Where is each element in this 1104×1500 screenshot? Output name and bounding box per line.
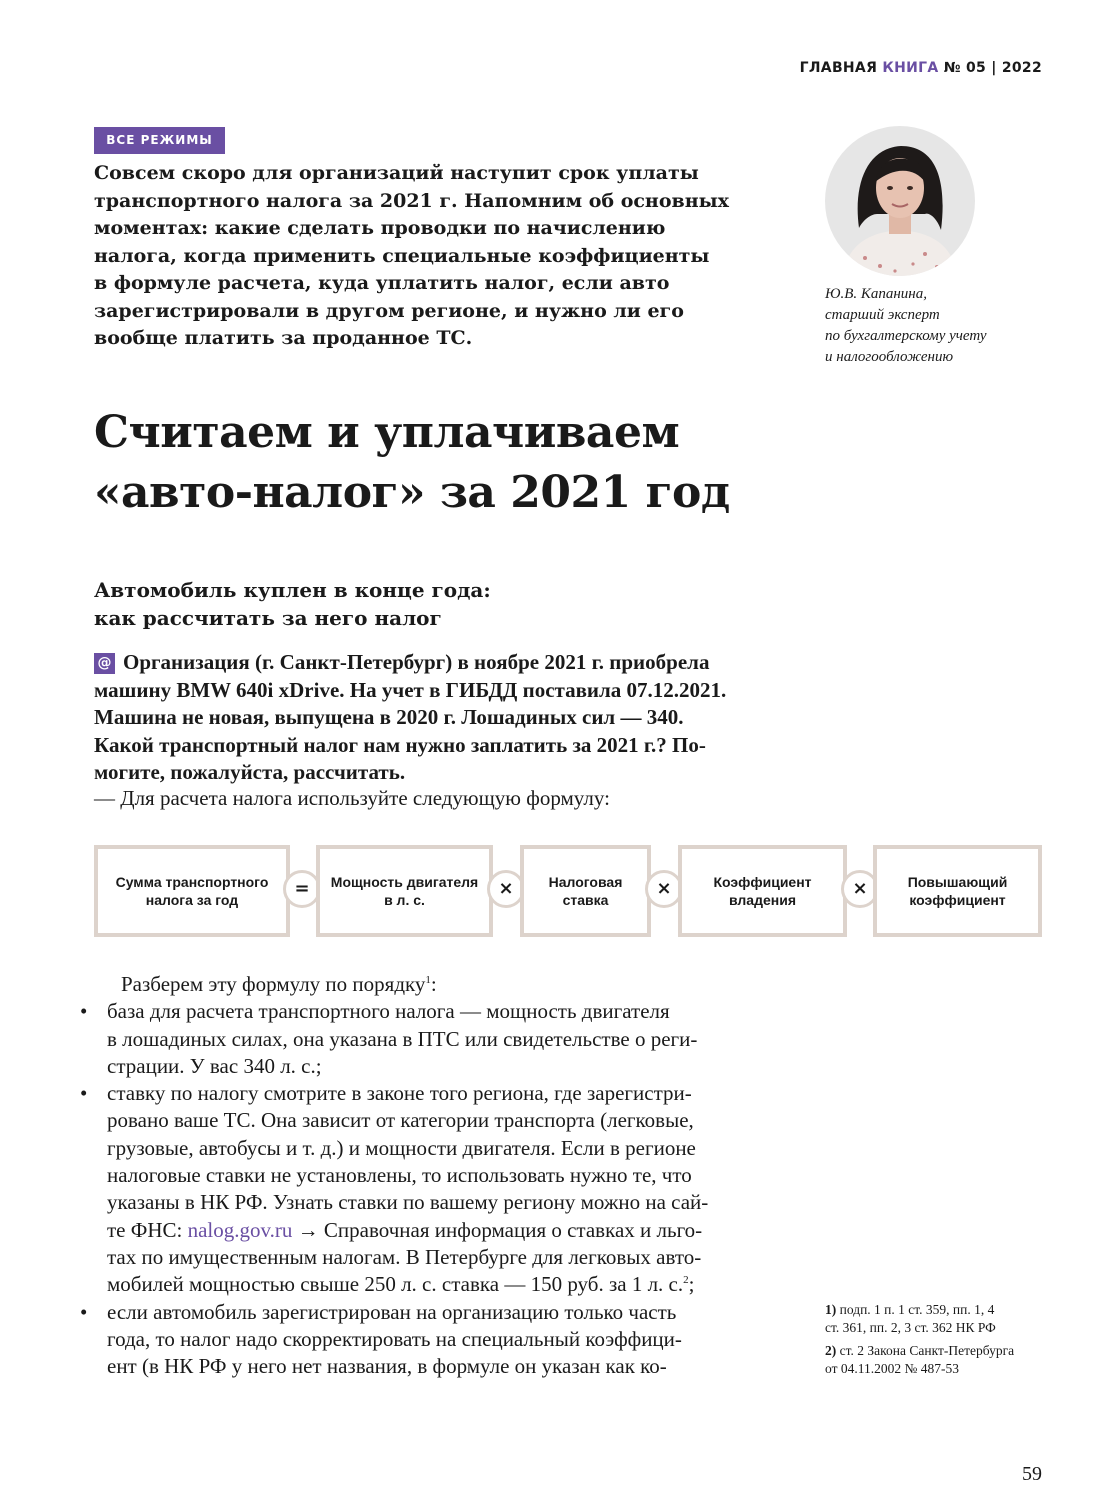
formula-box-line: коэффициент	[909, 892, 1006, 908]
issue-number: № 05 | 2022	[943, 60, 1042, 76]
question-line: Какой транспортный налог нам нужно заплатить за 2021 г.? По-	[94, 732, 706, 757]
body-line: указаны в НК РФ. Узнать ставки по вашему региону можно на сай-	[107, 1190, 709, 1215]
lead-line: в формуле расчета, куда уплатить налог, если авто	[94, 272, 670, 294]
author-photo	[825, 126, 975, 276]
author-caption	[825, 284, 1055, 368]
running-header	[800, 60, 1042, 76]
footnote-line	[825, 1301, 1055, 1319]
formula-box-line: Сумма транспортного	[115, 874, 269, 890]
body-line: страции. У вас 340 л. с.;	[107, 1053, 322, 1078]
formula-box-line: ставка	[562, 892, 609, 908]
body-text: → Справочная информация о ставках и льго-	[292, 1217, 703, 1242]
bullet-line: • база для расчета транспортного налога — мощность двигателя	[80, 998, 780, 1025]
at-sign-icon: @	[94, 653, 115, 674]
footnote-text: ст. 2 Закона Санкт-Петербурга	[836, 1343, 1015, 1358]
author-title-line: и налогообложению	[825, 349, 954, 365]
multiply-operator: ×	[487, 870, 525, 908]
subtitle-line: Автомобиль куплен в конце года:	[94, 578, 491, 602]
formula-box-line: Повышающий	[907, 874, 1008, 890]
formula-box-line: налога за год	[145, 892, 239, 908]
answer-intro: — Для расчета налога используйте следующую формулу:	[94, 786, 610, 810]
footnotes	[825, 1301, 1055, 1378]
author-name: Ю.В. Капанина,	[825, 286, 927, 302]
body-intro-text: Разберем эту формулу по порядку	[121, 972, 426, 996]
formula-box-tax-amount	[94, 845, 290, 937]
formula-box-line: Налоговая	[548, 874, 623, 890]
multiply-operator: ×	[841, 870, 879, 908]
lead-line: вообще платить за проданное ТС.	[94, 327, 473, 349]
formula-box-engine-power	[316, 845, 493, 937]
question-line: машину BMW 640i xDrive. На учет в ГИБДД поставила 07.12.2021.	[94, 677, 727, 702]
body-line	[80, 1217, 780, 1244]
body-line: налоговые ставки не установлены, то использовать нужно те, что	[107, 1163, 692, 1188]
equals-operator: =	[283, 870, 321, 908]
body-line	[80, 1271, 780, 1298]
body-line: ент (в НК РФ у него нет названия, в формуле он указан как ко-	[107, 1354, 667, 1379]
page-number: 59	[1022, 1463, 1042, 1485]
lead-line: зарегистрировали в другом регионе, и нужно ли его	[94, 299, 684, 322]
question-line	[94, 649, 784, 677]
body-text: мобилей мощностью свыше 250 л. с. ставка — 150 руб. за 1 л. с.	[107, 1272, 684, 1297]
subtitle-line: как рассчитать за него налог	[94, 606, 442, 630]
formula-box-line: Мощность двигателя	[330, 874, 479, 890]
author-title-line: старший эксперт	[825, 307, 940, 323]
footnote-text: подп. 1 п. 1 ст. 359, пп. 1, 4	[836, 1302, 995, 1317]
title-line: «авто-налог» за 2021 год	[94, 467, 730, 518]
body-line: года, то налог надо скорректировать на специальный коэффици-	[107, 1326, 682, 1351]
footnote-number: 2)	[825, 1343, 837, 1358]
formula-box-tax-rate	[520, 845, 651, 937]
question-line: Машина не новая, выпущена в 2020 г. Лошадиных сил — 340.	[94, 705, 684, 729]
body-line: грузовые, автобусы и т. д.) и мощности двигателя. Если в регионе	[107, 1135, 696, 1160]
lead-paragraph	[94, 160, 774, 353]
formula-box-ownership-coefficient	[678, 845, 847, 937]
footnote-line	[825, 1342, 1055, 1360]
lead-line: транспортного налога за 2021 г. Напомним об основных	[94, 189, 729, 212]
article-title	[94, 403, 994, 523]
formula-box-increasing-coefficient	[873, 845, 1042, 937]
body-line: тах по имущественным налогам. В Петербурге для легковых авто-	[107, 1244, 702, 1269]
brand-name-part1: ГЛАВНАЯ	[799, 60, 878, 76]
question-text: Организация (г. Санкт-Петербург) в ноябре 2021 г. приобрела	[123, 650, 710, 674]
lead-line: налога, когда применить специальные коэффициенты	[94, 244, 710, 267]
formula-box-line: Коэффициент	[713, 874, 812, 890]
formula-box-line: в л. с.	[384, 892, 425, 908]
footnote-line: ст. 361, пп. 2, 3 ст. 362 НК РФ	[825, 1320, 996, 1335]
body-intro	[80, 971, 780, 998]
reader-question	[94, 649, 784, 787]
footnote-line: от 04.11.2002 № 487-53	[825, 1361, 959, 1376]
lead-line: Совсем скоро для организаций наступит срок уплаты	[94, 162, 699, 184]
section-subtitle	[94, 576, 794, 632]
question-line: могите, пожалуйста, рассчитать.	[94, 760, 406, 784]
bullet-line: • ставку по налогу смотрите в законе того региона, где зарегистри-	[80, 1080, 780, 1107]
fns-link[interactable]: nalog.gov.ru	[187, 1217, 293, 1242]
multiply-operator: ×	[645, 870, 683, 908]
body-line: в лошадиных силах, она указана в ПТС или свидетельстве о реги-	[107, 1026, 698, 1051]
footnote-ref: 1	[425, 974, 431, 986]
category-badge: ВСЕ РЕЖИМЫ	[94, 127, 225, 154]
title-line: Считаем и уплачиваем	[94, 407, 680, 458]
article-body	[80, 971, 780, 1380]
body-text: ;	[688, 1272, 695, 1297]
author-title-line: по бухгалтерскому учету	[825, 328, 987, 344]
brand-name-part2: КНИГА	[882, 60, 939, 76]
bullet-line: • если автомобиль зарегистрирован на организацию только часть	[80, 1299, 780, 1326]
lead-line: моментах: какие сделать проводки по начислению	[94, 217, 666, 239]
body-text: те ФНС:	[107, 1217, 188, 1242]
footnote-ref: 2	[683, 1274, 689, 1287]
author-portrait-image	[825, 126, 975, 276]
formula-box-line: владения	[728, 892, 796, 908]
footnote-number: 1)	[825, 1302, 837, 1317]
body-intro-end: :	[430, 972, 437, 996]
body-line: ровано ваше ТС. Она зависит от категории транспорта (легковые,	[107, 1108, 694, 1133]
